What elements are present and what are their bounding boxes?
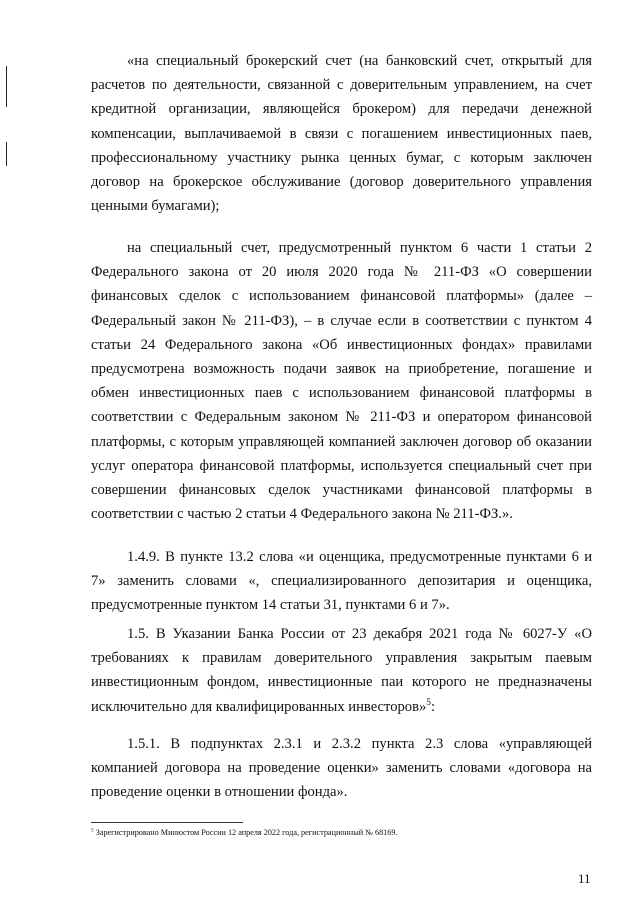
paragraph-special-account: на специальный счет, предусмотренный пунктом 6 части 1 статьи 2 Федерального закона от 20 июля 2020 года № 211-ФЗ «О совершении финансовых сделок с использованием финансовой платформы» (далее – Федеральный закон № 211-ФЗ), – в случае если в соответствии с пунктом 4 статьи 24 Федерального закона «Об инвестиционных фондах» правилами предусмотрена возможность подачи заявок на приобретение, погашение и обмен инвестиционных паев с использованием финансовой платформы в соответствии с Федеральным законом № 211-ФЗ и оператором финансовой платформы, с которым управляющей компанией заключен договор об оказании услуг оператора финансовой платформы, используется специальный счет при совершении финансовых сделок участниками финансовой платформы в соответствии с частью 2 статьи 4 Федерального закона № 211-ФЗ.». [91, 240, 592, 523]
margin-change-bar [6, 142, 7, 166]
footnote-text: Зарегистрировано Минюстом России 12 апреля 2022 года, регистрационный № 68169. [93, 828, 398, 837]
footnote-reference: 5 [426, 697, 432, 708]
paragraph-item-1-5-text: 1.5. В Указании Банка России от 23 декабря 2021 года № 6027-У «О требованиях к правилам доверительного управления закрытым паевым инвестиционным фондом, инвестиционные паи которого не предназначены исключительно для квалифицированных инвесторов» [91, 626, 592, 715]
footnote [91, 827, 591, 838]
paragraph-item-1-5 [91, 622, 592, 719]
paragraph-brokerage-account: «на специальный брокерский счет (на банковский счет, открытый для расчетов по деятельности, связанной с доверительным управлением, на счет кредитной организации, являющейся брокером) для передачи денежной компенсации, выплачиваемой в связи с погашением инвестиционных паев, профессиональному участнику рынка ценных бумаг, с которым заключен договор на брокерское обслуживание (договор доверительного управления ценными бумагами); [91, 53, 592, 215]
footnote-separator [91, 822, 243, 823]
page-number: 11 [578, 871, 591, 886]
margin-change-bar [6, 66, 7, 107]
paragraph-item-1-5-tail: : [431, 698, 436, 715]
footnote-marker: 5 [91, 827, 94, 834]
paragraph-item-1-5-1: 1.5.1. В подпунктах 2.3.1 и 2.3.2 пункта 2.3 слова «управляющей компанией договора на проведение оценки» заменить словами «договора на проведение оценки в отношении фонда». [91, 736, 592, 801]
paragraph-item-1-4-9: 1.4.9. В пункте 13.2 слова «и оценщика, предусмотренные пунктами 6 и 7» заменить словами «, специализированного депозитария и оценщика, предусмотренные пунктом 14 статьи 31, пунктами 6 и 7». [91, 549, 592, 614]
